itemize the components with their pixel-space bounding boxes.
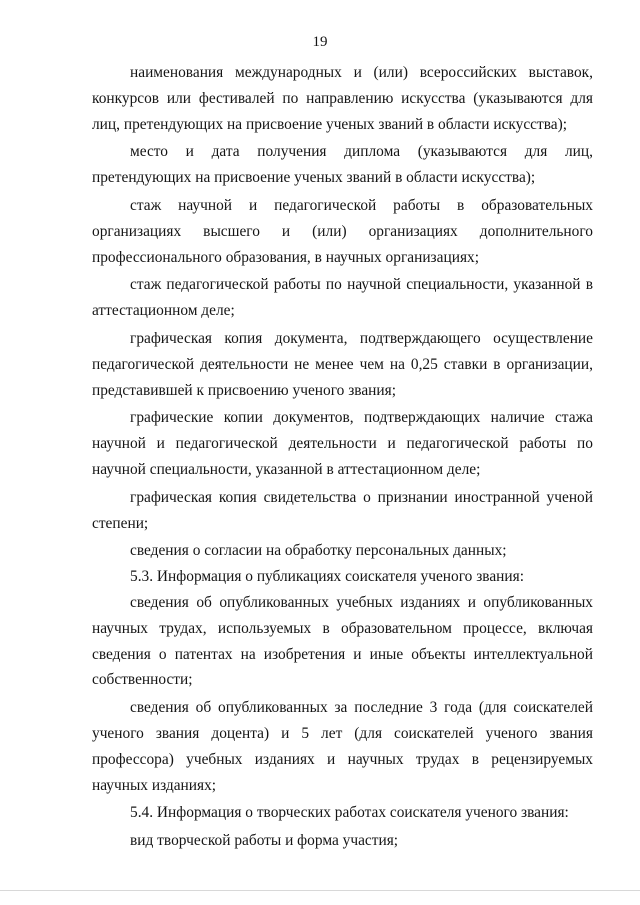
paragraph-foreign-degree-certificate: графическая копия свидетельства о признании иностранной ученой степени; <box>92 488 593 532</box>
paragraph-personal-data-consent: сведения о согласии на обработку персональных данных; <box>130 542 507 560</box>
paragraph-exhibitions: наименования международных и (или) всероссийских выставок, конкурсов или фестивалей по направлению искусства (указываются для лиц, претендующих на присвоение ученых званий в области искусства); <box>92 64 593 133</box>
paragraph-diploma: место и дата получения диплома (указываются для лиц, претендующих на присвоение ученых званий в области искусства); <box>92 143 593 187</box>
section-heading-creative-works: 5.4. Информация о творческих работах соискателя ученого звания: <box>130 804 569 822</box>
paragraph-experience-documents-copies: графические копии документов, подтверждающих наличие стажа научной и педагогической деятельности и педагогической работы по научной специальности, указанной в аттестационном деле; <box>92 409 593 478</box>
paragraph-teaching-experience: стаж педагогической работы по научной специальности, указанной в аттестационном деле; <box>92 276 593 320</box>
paragraph-work-experience: стаж научной и педагогической работы в образовательных организациях высшего и (или) организациях дополнительного профессионального образования, в научных организациях; <box>92 196 593 266</box>
paragraph-published-works: сведения об опубликованных учебных изданиях и опубликованных научных трудах, используемых в образовательном процессе, включая сведения о патентах на изобретения и иные объекты интеллектуальной собственности; <box>92 593 593 689</box>
section-heading-publications: 5.3. Информация о публикациях соискателя ученого звания: <box>130 568 524 586</box>
paragraph-creative-work-type: вид творческой работы и форма участия; <box>130 832 399 850</box>
paragraph-teaching-document-copy: графическая копия документа, подтверждающего осуществление педагогической деятельности не менее чем на 0,25 ставки в организации, представившей к присвоению ученого звания; <box>92 329 593 399</box>
page-number: 19 <box>312 34 328 50</box>
scan-edge-line <box>0 890 640 891</box>
document-body <box>92 60 593 854</box>
paragraph-recent-publications: сведения об опубликованных за последние 3 года (для соискателей ученого звания доцента) и 5 лет (для соискателей ученого звания профессора) учебных изданиях и научных трудах в рецензируемых научных изданиях; <box>92 699 593 794</box>
